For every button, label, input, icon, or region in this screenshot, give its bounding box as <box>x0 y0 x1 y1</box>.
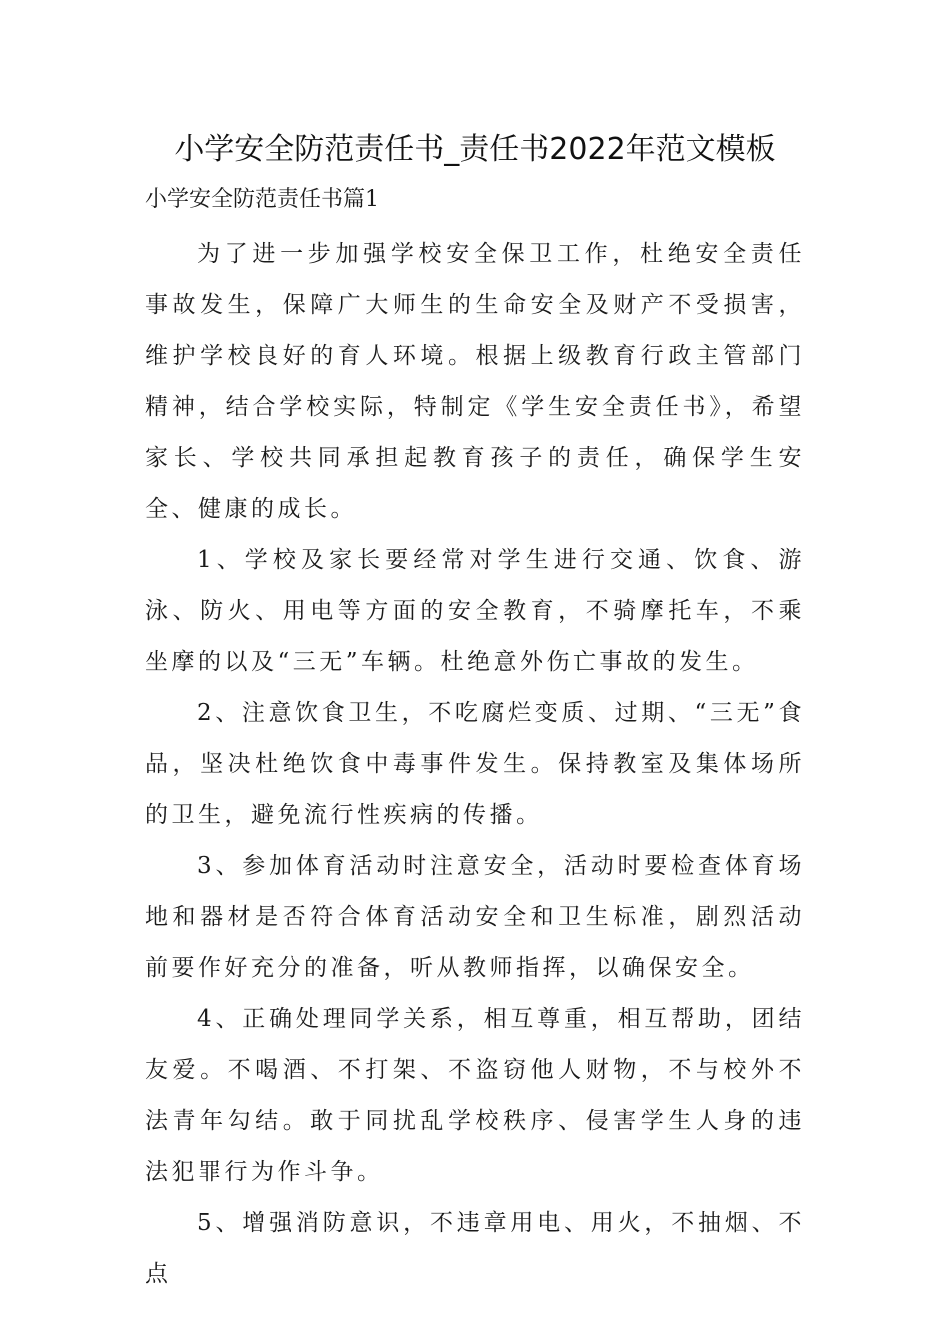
paragraph-item-4: 4、正确处理同学关系，相互尊重，相互帮助，团结友爱。不喝酒、不打架、不盗窃他人财物，不与校外不法青年勾结。敢于同扰乱学校秩序、侵害学生人身的违法犯罪行为作斗争。 <box>145 1006 805 1185</box>
paragraph-item-5: 5、增强消防意识，不违章用电、用火，不抽烟、不点 <box>145 1210 805 1287</box>
paragraph-intro: 为了进一步加强学校安全保卫工作，杜绝安全责任事故发生，保障广大师生的生命安全及财产不受损害，维护学校良好的育人环境。根据上级教育行政主管部门精神，结合学校实际，特制定《学生安全责任书》，希望家长、学校共同承担起教育孩子的责任，确保学生安全、健康的成长。 <box>145 241 805 522</box>
section-heading: 小学安全防范责任书篇1 <box>145 187 379 212</box>
paragraph-item-2: 2、注意饮食卫生，不吃腐烂变质、过期、“三无”食品，坚决杜绝饮食中毒事件发生。保持教室及集体场所的卫生，避免流行性疾病的传播。 <box>145 700 805 828</box>
paragraph-item-3: 3、参加体育活动时注意安全，活动时要检查体育场地和器材是否符合体育活动安全和卫生标准，剧烈活动前要作好充分的准备，听从教师指挥，以确保安全。 <box>145 853 805 981</box>
document-body <box>145 229 805 1300</box>
paragraph-item-1: 1、学校及家长要经常对学生进行交通、饮食、游泳、防火、用电等方面的安全教育，不骑摩托车，不乘坐摩的以及“三无”车辆。杜绝意外伤亡事故的发生。 <box>145 547 805 675</box>
document-title: 小学安全防范责任书_责任书2022年范文模板 <box>174 132 776 167</box>
